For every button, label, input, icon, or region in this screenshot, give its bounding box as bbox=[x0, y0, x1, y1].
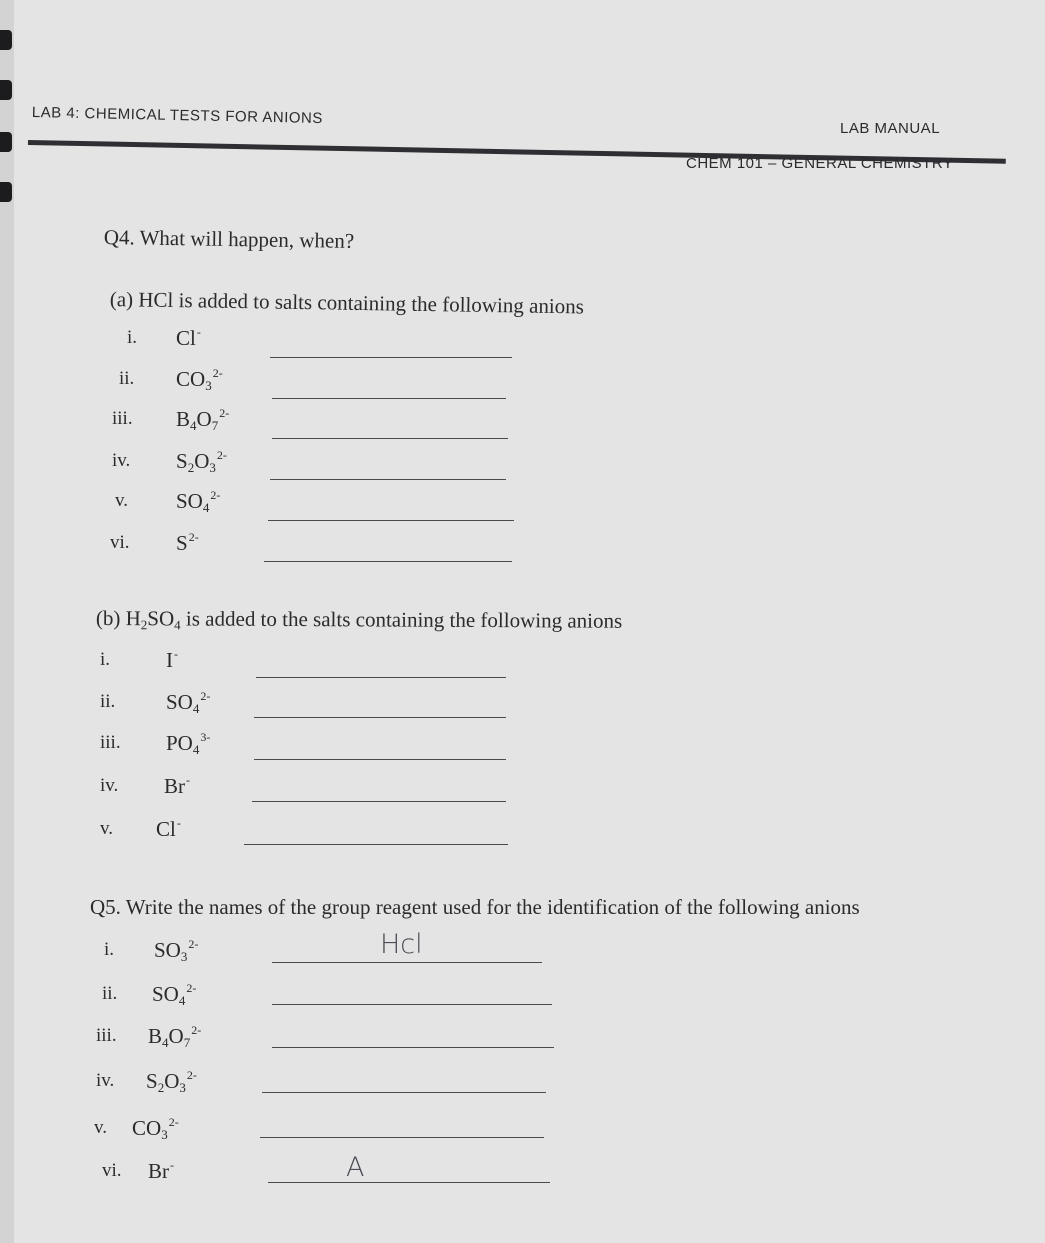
q4a-item-number: iv. bbox=[112, 450, 131, 471]
lab-title: LAB 4: CHEMICAL TESTS FOR ANIONS bbox=[31, 104, 324, 128]
q4b-item-number: iv. bbox=[100, 775, 119, 796]
q4a-anion-formula: $B_4O_7^{2-}$ bbox=[176, 406, 230, 433]
q4b-anion-formula: Cl- bbox=[156, 816, 181, 841]
q5-item-number: ii. bbox=[102, 983, 118, 1004]
q4b-item-number: ii. bbox=[100, 691, 116, 712]
q4a-anion-formula: $SO_4^{2-}$ bbox=[176, 488, 221, 515]
q4b-answer-blank[interactable] bbox=[252, 801, 506, 802]
q4a-answer-blank[interactable] bbox=[270, 479, 506, 480]
q4a-item-number: vi. bbox=[110, 532, 130, 553]
q5-answer-blank[interactable] bbox=[272, 1047, 554, 1048]
binder-hole bbox=[0, 182, 12, 202]
q4b-answer-blank[interactable] bbox=[254, 717, 506, 718]
q4a-item-number: iii. bbox=[112, 408, 133, 429]
q4a-item-number: ii. bbox=[119, 368, 135, 389]
q4a-anion-formula: $S^{2-}$ bbox=[176, 530, 199, 555]
q5-anion-formula: Br- bbox=[148, 1158, 174, 1183]
q4a-anion-formula: $S_2O_3^{2-}$ bbox=[176, 448, 227, 475]
q4a-prompt: (a) HCl is added to salts containing the following anions bbox=[109, 287, 585, 319]
q4b-prompt: (b) $H_2SO_4$ is added to the salts containing the following anions bbox=[95, 606, 623, 633]
binder-hole bbox=[0, 80, 12, 100]
q5-title: Q5. Write the names of the group reagent used for the identification of the following anions bbox=[90, 895, 860, 919]
q4a-anion-formula: Cl- bbox=[176, 325, 201, 350]
q4b-answer-blank[interactable] bbox=[254, 759, 506, 760]
q5-anion-formula: $B_4O_7^{2-}$ bbox=[148, 1023, 202, 1050]
q4a-answer-blank[interactable] bbox=[268, 520, 514, 521]
q4a-item-number: i. bbox=[127, 327, 138, 348]
q4a-answer-blank[interactable] bbox=[272, 438, 508, 439]
q5-answer-blank[interactable] bbox=[260, 1137, 544, 1138]
q4b-anion-formula: $PO_4^{3-}$ bbox=[166, 730, 211, 757]
q4b-item-number: v. bbox=[100, 818, 114, 839]
course-label: CHEM 101 – GENERAL CHEMISTRY bbox=[686, 155, 954, 172]
q5-anion-formula: $SO_4^{2-}$ bbox=[152, 981, 197, 1008]
q5-handwritten-answer: A bbox=[346, 1152, 365, 1183]
q4b-answer-blank[interactable] bbox=[244, 844, 508, 845]
q5-answer-blank[interactable] bbox=[262, 1092, 546, 1093]
binder-hole bbox=[0, 132, 12, 152]
q5-handwritten-answer: Hcl bbox=[380, 929, 423, 960]
q5-anion-formula: $S_2O_3^{2-}$ bbox=[146, 1068, 197, 1095]
q5-item-number: i. bbox=[104, 939, 115, 960]
q5-answer-blank[interactable] bbox=[268, 1182, 550, 1183]
q5-answer-blank[interactable] bbox=[272, 962, 542, 963]
q4a-item-number: v. bbox=[115, 490, 129, 511]
q5-item-number: iii. bbox=[96, 1025, 117, 1046]
q4a-answer-blank[interactable] bbox=[272, 398, 506, 399]
q4b-anion-formula: $SO_4^{2-}$ bbox=[166, 689, 211, 716]
q5-item-number: iv. bbox=[96, 1070, 115, 1091]
q4b-anion-formula: Br- bbox=[164, 773, 190, 798]
q4b-anion-formula: I- bbox=[166, 647, 178, 672]
q5-item-number: vi. bbox=[102, 1160, 122, 1181]
binder-hole bbox=[0, 30, 12, 50]
lab-manual-label: LAB MANUAL bbox=[840, 120, 941, 137]
q5-anion-formula: $CO_3^{2-}$ bbox=[132, 1115, 179, 1142]
q4-title: Q4. What will happen, when? bbox=[103, 225, 355, 253]
q4b-answer-blank[interactable] bbox=[256, 677, 506, 678]
q5-item-number: v. bbox=[94, 1117, 108, 1138]
q4a-answer-blank[interactable] bbox=[270, 357, 512, 358]
q4a-anion-formula: $CO_3^{2-}$ bbox=[176, 366, 223, 393]
q4b-item-number: iii. bbox=[100, 732, 121, 753]
q4a-answer-blank[interactable] bbox=[264, 561, 512, 562]
q4b-item-number: i. bbox=[100, 649, 111, 670]
q5-answer-blank[interactable] bbox=[272, 1004, 552, 1005]
q5-anion-formula: $SO_3^{2-}$ bbox=[154, 937, 199, 964]
